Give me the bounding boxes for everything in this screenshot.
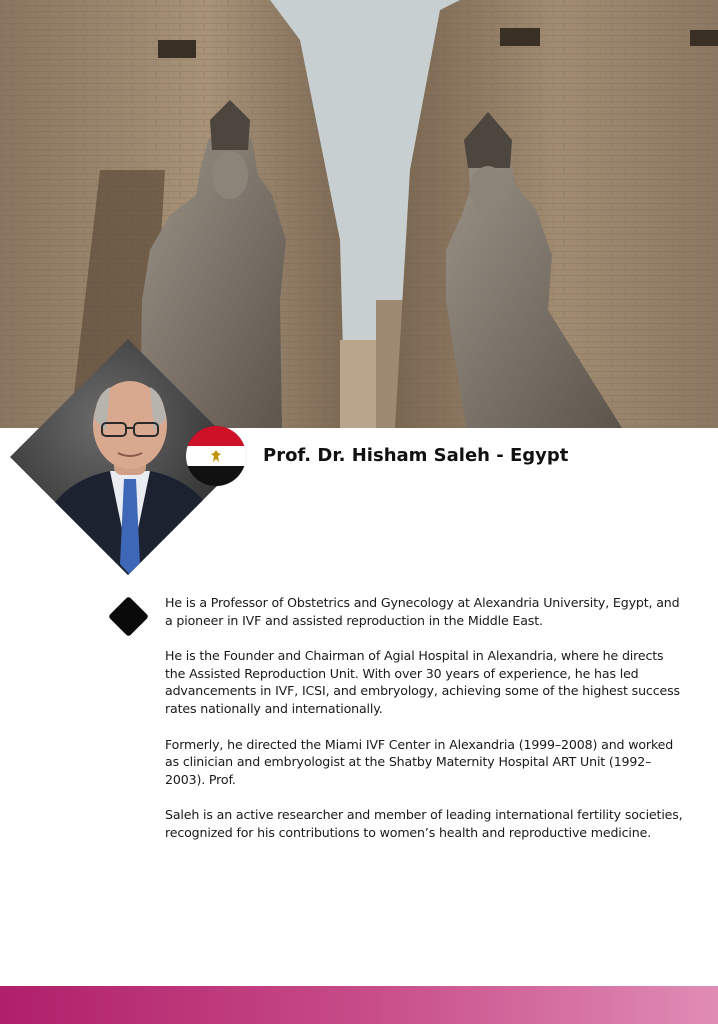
egypt-flag-icon [186,426,246,486]
bio-paragraph: Formerly, he directed the Miami IVF Center in Alexandria (1999–2008) and worked as clinician and embryologist at the Shatby Maternity Hospital ART Unit (1992–2003). Prof. [165,736,674,787]
bio-paragraph: He is a Professor of Obstetrics and Gynecology at Alexandria University, Egypt, and a pioneer in IVF and assisted reproduction in the Middle East. [165,595,680,628]
speaker-name: Prof. Dr. Hisham Saleh - Egypt [263,445,569,466]
speaker-bio [165,594,685,860]
eagle-emblem-icon [211,450,221,462]
bullet-diamond-icon [108,596,149,637]
flag-white-band [186,446,246,466]
footer-gradient-bar [0,986,718,1024]
bio-paragraph: He is the Founder and Chairman of Agial Hospital in Alexandria, where he directs the Assisted Reproduction Unit. With over 30 years of experience, he has led advancements in IVF, ICSI, and embryology, achieving some of the highest success rates nationally and internationally. [165,648,680,716]
bio-paragraph: Saleh is an active researcher and member of leading international fertility societies, recognized for his contributions to women’s health and reproductive medicine. [165,807,683,840]
